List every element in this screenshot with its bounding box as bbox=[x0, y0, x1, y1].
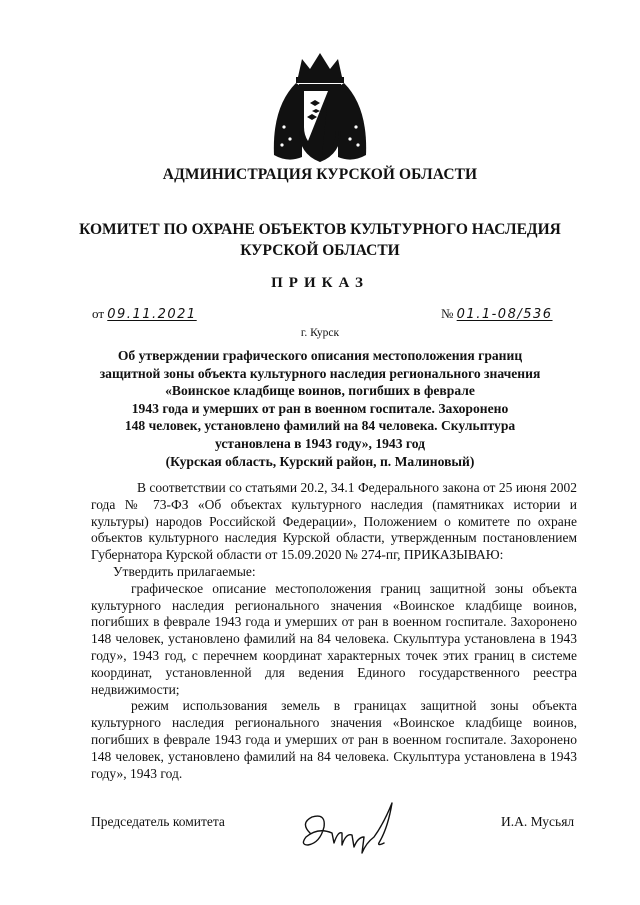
order-date: 09.11.2021 bbox=[107, 307, 197, 322]
order-date-row bbox=[92, 306, 197, 322]
order-title-line: (Курская область, Курский район, п. Малиновый) bbox=[165, 453, 475, 469]
order-title-line: защитной зоны объекта культурного наследия регионального значения bbox=[99, 365, 541, 381]
signatory-position: Председатель комитета bbox=[91, 814, 225, 829]
order-title-line: «Воинское кладбище воинов, погибших в феврале bbox=[165, 383, 475, 399]
body-paragraph-description: графическое описание местоположения границ защитной зоны объекта культурного наследия регионального значения «Воинское кладбище воинов, погибших в феврале 1943 года и умерших от ран в военном госпитале. Захоронено 148 человек, установлено фамилий на 84 человека. Скульптура установлена в 1943 году», 1943 год, с перечнем координат характерных точек этих границ в системе координат, установленной для ведения Единого государственного реестра недвижимости; bbox=[91, 580, 577, 697]
signatory-name: И.А. Мусьял bbox=[501, 814, 575, 829]
body-paragraph-regime: режим использования земель в границах защитной зоны объекта культурного наследия регионального значения «Воинское кладбище воинов, погибших в феврале 1943 года и умерших от ран в военном госпитале. Захоронено 148 человек, установлено фамилий на 84 человека. Скульптура установлена в 1943 году», 1943 год. bbox=[91, 698, 577, 781]
city: г. Курск bbox=[300, 327, 340, 339]
administration-title: АДМИНИСТРАЦИЯ КУРСКОЙ ОБЛАСТИ bbox=[162, 166, 478, 183]
order-title-line: 148 человек, установлено фамилий на 84 человека. Скульптура bbox=[124, 418, 516, 434]
handwritten-signature bbox=[296, 793, 406, 861]
order-number: 01.1-08/536 bbox=[456, 307, 553, 322]
body-paragraph-approve: Утвердить прилагаемые: bbox=[113, 563, 256, 579]
number-prefix: № bbox=[441, 306, 454, 321]
order-title-line: установлена в 1943 году», 1943 год bbox=[214, 435, 426, 451]
document-type: ПРИКАЗ bbox=[271, 275, 369, 291]
committee-title bbox=[0, 219, 640, 261]
order-title bbox=[82, 347, 558, 470]
order-title-line: 1943 года и умерших от ран в военном госпитале. Захоронено bbox=[131, 400, 509, 416]
committee-title-line-2: КУРСКОЙ ОБЛАСТИ bbox=[240, 242, 400, 259]
body-paragraph-preamble: В соответствии со статьями 20.2, 34.1 Федерального закона от 25 июня 2002 года № 73-ФЗ «Об объектах культурного наследия (памятниках истории и культуры) народов Российской Федерации», Положением о комитете по охране объектов культурного наследия Курской области, утвержденным постановлением Губернатора Курской области от 15.09.2020 № 274-пг, ПРИКАЗЫВАЮ: bbox=[91, 480, 577, 563]
committee-title-line-1: КОМИТЕТ ПО ОХРАНЕ ОБЪЕКТОВ КУЛЬТУРНОГО НАСЛЕДИЯ bbox=[79, 221, 561, 238]
order-number-row bbox=[441, 306, 553, 322]
coat-of-arms-icon bbox=[268, 47, 372, 169]
date-prefix: от bbox=[92, 306, 105, 321]
order-title-line: Об утверждении графического описания местоположения границ bbox=[117, 348, 523, 363]
order-body bbox=[91, 480, 577, 782]
